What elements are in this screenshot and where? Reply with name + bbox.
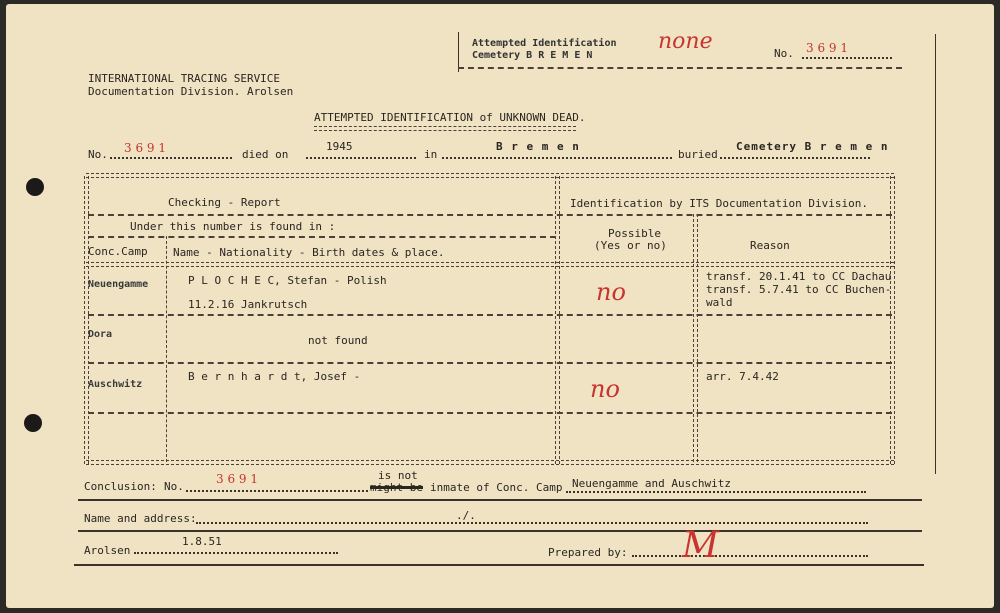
conclusion-might-be-struck: might be [370,481,423,494]
punch-hole-bottom [24,414,42,432]
record-no-dots [110,157,232,159]
row2-bottom [88,362,892,364]
punch-hole-top [26,178,44,196]
row3-reason: arr. 7.4.42 [706,370,779,383]
name-address-dots [196,522,868,524]
identification-heading: Identification by ITS Documentation Division. [570,197,869,210]
place-of-death-value: B r e m e n [496,140,580,153]
footer-date: 1.8.51 [182,535,222,548]
row2-name: not found [308,334,368,347]
col-header-possible-1: Possible [608,227,661,240]
prepared-by-dots [632,555,868,557]
conclusion-is-not: is not [378,469,418,482]
row2-camp: Dora [88,329,113,340]
place-dots [442,157,672,159]
died-on-label: died on [242,148,289,161]
row3-bottom [88,412,892,414]
table-bottom-border [86,460,894,465]
under-number-heading: Under this number is found in : [130,220,336,233]
col-divider-reason [693,214,698,462]
row1-camp: Neuengamme [88,279,149,290]
stamp-line-2: Cemetery B R E M E N [472,50,593,61]
record-no-value: 3 6 9 1 [124,141,166,155]
row1-reason-line2: transf. 5.7.41 to CC Buchen- [706,283,892,296]
row1-reason-line3: wald [706,296,733,309]
conclusion-camp-dots [566,491,866,493]
col-header-camp: Conc.Camp [88,245,148,258]
buried-value: Cemetery B r e m e n [736,140,889,153]
conclusion-no-value: 3 6 9 1 [216,472,258,486]
died-on-value: 1945 [326,140,353,153]
name-address-value: ./. [456,509,476,522]
table-header-bottom [86,262,894,267]
table-left-border [84,176,89,464]
table-mid-divider [555,176,560,464]
col-divider-camp [166,236,167,462]
conclusion-no-label: No. [164,480,184,493]
conclusion-inmate-label: inmate of Conc. Camp [430,481,563,494]
table-header-line-1 [88,214,892,216]
conclusion-no-dots [186,490,368,492]
footer-place: Arolsen [84,544,131,557]
footer-bottom-line [74,564,924,566]
footer-date-dots [134,552,338,554]
row3-name: B e r n h a r d t, Josef - [188,370,361,383]
signature: M [682,525,719,566]
in-label: in [424,148,438,161]
died-on-dots [306,157,416,159]
checking-report-heading: Checking - Report [168,196,281,209]
table-header-line-2 [88,236,556,238]
conclusion-label: Conclusion: [84,480,157,493]
document-card [6,4,994,608]
header-box-left-border [458,32,459,72]
title-underline [314,126,576,131]
name-address-label: Name and address: [84,512,197,525]
header-no-label: No. [774,47,794,60]
red-note-none: none [658,29,713,54]
org-line-2: Documentation Division. Arolsen [88,85,294,98]
table-top-border [86,173,894,178]
buried-label: buried [678,148,718,161]
row1-bottom [88,314,892,316]
col-header-reason: Reason [750,239,790,252]
header-no-value: 3 6 9 1 [806,41,848,55]
row1-reason-line1: transf. 20.1.41 to CC Dachau [706,270,892,283]
org-line-1: INTERNATIONAL TRACING SERVICE [88,72,281,85]
prepared-by-label: Prepared by: [548,546,628,559]
row1-name-line2: 11.2.16 Jankrutsch [188,298,308,311]
row1-possible: no [596,278,626,306]
buried-dots [720,157,870,159]
table-right-border [890,176,895,464]
card-right-border [935,34,936,474]
record-no-label: No. [88,148,108,161]
row1-name-line1: P L O C H E C, Stefan - Polish [188,274,387,287]
conclusion-separator [78,499,922,501]
stamp-line-1: Attempted Identification [472,38,617,49]
conclusion-camp-value: Neuengamme and Auschwitz [572,477,731,490]
name-address-separator [78,530,922,532]
document-title: ATTEMPTED IDENTIFICATION of UNKNOWN DEAD. [314,111,586,124]
row3-possible: no [590,375,620,403]
col-header-name: Name - Nationality - Birth dates & place. [173,246,445,259]
header-box-bottom-border [458,67,902,69]
row3-camp: Auschwitz [88,379,143,390]
col-header-possible-2: (Yes or no) [594,239,667,252]
header-no-dots [802,57,892,59]
